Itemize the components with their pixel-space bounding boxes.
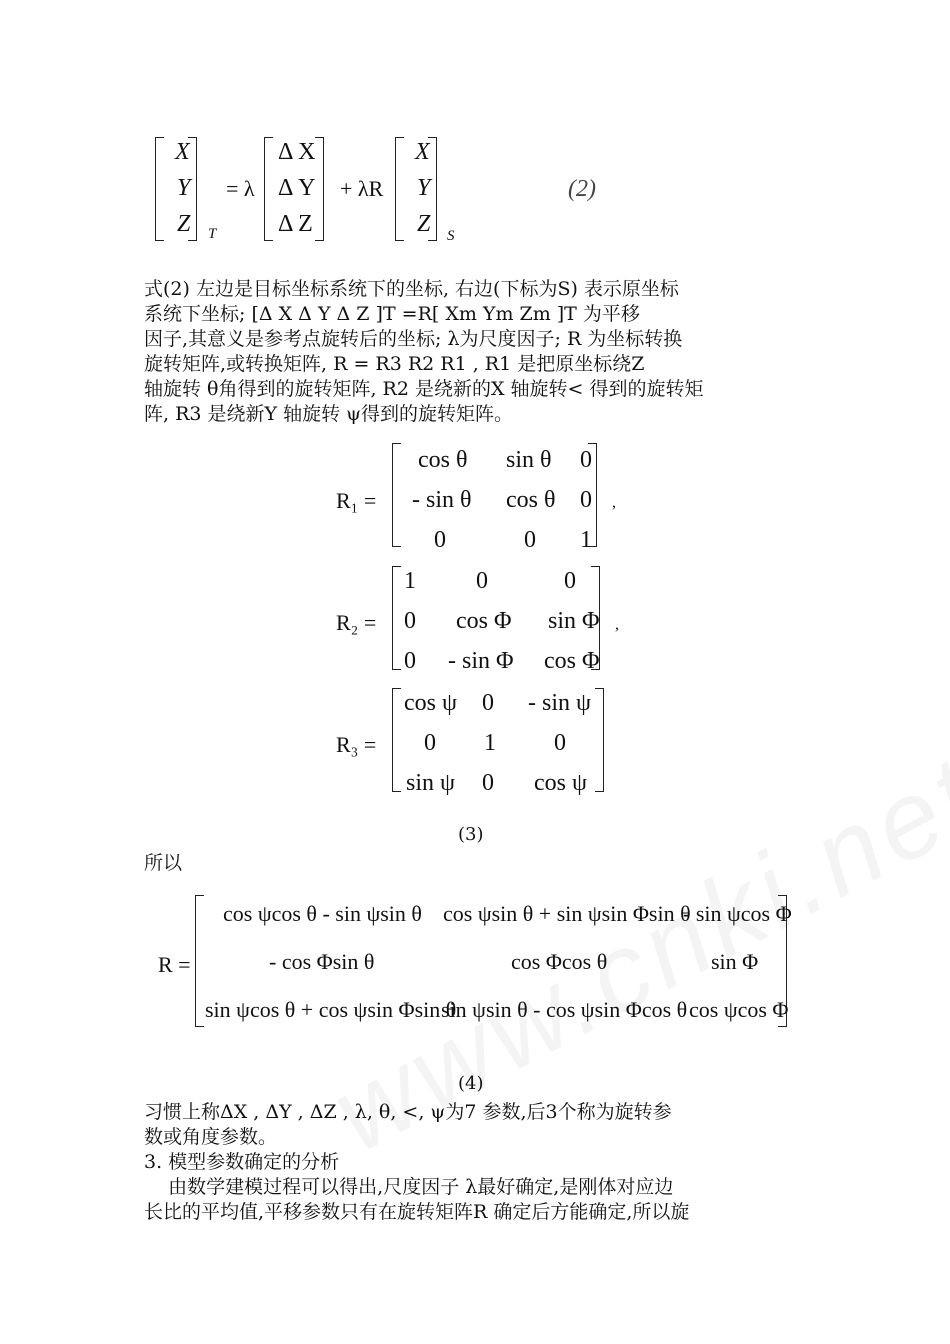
r2-label: R₂ =: [336, 610, 377, 635]
rhs-y: Y: [417, 175, 431, 201]
r3-cell: cos ψ: [404, 690, 458, 716]
r-cell: sin ψsin θ - cos ψsin Φcos θ: [441, 997, 688, 1022]
plus-lambda-r: + λR: [340, 176, 384, 201]
r1-cell: 0: [524, 527, 536, 553]
r2-cell: sin Φ: [548, 608, 600, 634]
rhs-subscript: S: [447, 228, 455, 244]
r2-matrix: [392, 566, 600, 674]
r1-cell: 0: [580, 447, 592, 473]
paragraph-1-line: 因子,其意义是参考点旋转后的坐标; λ为尺度因子; R 为坐标转换: [144, 328, 683, 350]
delta-z: Δ Z: [278, 211, 313, 237]
equation-3-number: (3): [458, 824, 484, 845]
r1-cell: 1: [580, 527, 592, 553]
paragraph-1-line: 阵, R3 是绕新Y 轴旋转 ψ得到的旋转矩阵。: [144, 403, 514, 425]
delta-y: Δ Y: [278, 175, 316, 201]
delta-vector: [264, 137, 324, 241]
r3-cell: - sin ψ: [528, 690, 592, 716]
paragraph-2-line: 习惯上称ΔX , ΔY , ΔZ , λ, θ, <, ψ为7 参数,后3个称为旋转参: [144, 1101, 672, 1123]
r3-label: R₃ =: [336, 732, 377, 757]
r-cell: sin Φ: [711, 949, 759, 974]
lhs-vector: [155, 137, 197, 241]
paragraph-1-line: 轴旋转 θ角得到的旋转矩阵, R2 是绕新的X 轴旋转< 得到的旋转矩: [144, 378, 704, 400]
r2-cell: 0: [404, 608, 416, 634]
r3-matrix: [392, 688, 604, 796]
r-matrix: [195, 895, 792, 1027]
equation-2-number: (2): [568, 176, 596, 202]
r2-cell: 0: [476, 568, 488, 594]
r2-comma: ,: [615, 616, 619, 633]
r-cell: cos Φcos θ: [511, 949, 608, 974]
r1-cell: 0: [434, 527, 446, 553]
r-cell: - sin ψcos Φ: [683, 901, 792, 926]
r1-cell: cos θ: [418, 447, 468, 473]
r1-comma: ,: [612, 494, 616, 511]
r2-cell: 0: [564, 568, 576, 594]
r1-label: R₁ =: [336, 488, 377, 513]
so-text: 所以: [144, 852, 183, 874]
paragraph-1-line: 系统下坐标; [Δ X Δ Y Δ Z ]T =R[ Xm Ym Zm ]T 为平移: [144, 303, 640, 325]
equation-4-number: (4): [458, 1073, 484, 1094]
rhs-x: X: [415, 139, 430, 165]
r-cell: - cos Φsin θ: [269, 949, 375, 974]
r-label: R =: [158, 952, 191, 977]
r3-cell: 0: [482, 770, 494, 796]
paragraph-2-line: 数或角度参数。: [144, 1126, 278, 1148]
r3-cell: sin ψ: [406, 770, 456, 796]
paragraph-1-line: 旋转矩阵,或转换矩阵, R = R3 R2 R1 , R1 是把原坐标绕Z: [144, 353, 645, 375]
lhs-z: Z: [177, 211, 191, 237]
r1-cell: cos θ: [506, 487, 556, 513]
r-cell: sin ψcos θ + cos ψsin Φsin θ: [205, 997, 457, 1022]
r2-cell: cos Φ: [544, 648, 600, 674]
r1-cell: sin θ: [506, 447, 552, 473]
paragraph-1-line: 式(2) 左边是目标坐标系统下的坐标, 右边(下标为S) 表示原坐标: [144, 278, 679, 300]
section-heading: 3. 模型参数确定的分析: [144, 1151, 340, 1173]
r2-cell: - sin Φ: [448, 648, 514, 674]
r3-cell: 1: [484, 730, 496, 756]
r1-matrix: [392, 443, 597, 553]
lhs-x: X: [175, 139, 190, 165]
r1-cell: 0: [580, 487, 592, 513]
paragraph-3-line: 由数学建模过程可以得出,尺度因子 λ最好确定,是刚体对应边: [144, 1176, 674, 1198]
r-cell: cos ψcos Φ: [689, 997, 789, 1022]
lhs-subscript: T: [208, 226, 217, 242]
r3-cell: 0: [424, 730, 436, 756]
rhs-z: Z: [417, 211, 431, 237]
r3-cell: cos ψ: [534, 770, 588, 796]
paragraph-3-line: 长比的平均值,平移参数只有在旋转矩阵R 确定后方能确定,所以旋: [144, 1201, 690, 1223]
r2-cell: 1: [404, 568, 416, 594]
equals-lambda: = λ: [226, 176, 255, 201]
rhs-vector: [395, 137, 437, 241]
r2-cell: cos Φ: [456, 608, 512, 634]
r2-cell: 0: [404, 648, 416, 674]
r-cell: cos ψcos θ - sin ψsin θ: [223, 901, 422, 926]
delta-x: Δ X: [278, 139, 316, 165]
r3-cell: 0: [554, 730, 566, 756]
r-cell: cos ψsin θ + sin ψsin Φsin θ: [443, 901, 691, 926]
lhs-y: Y: [177, 175, 191, 201]
r1-cell: - sin θ: [412, 487, 472, 513]
r3-cell: 0: [482, 690, 494, 716]
